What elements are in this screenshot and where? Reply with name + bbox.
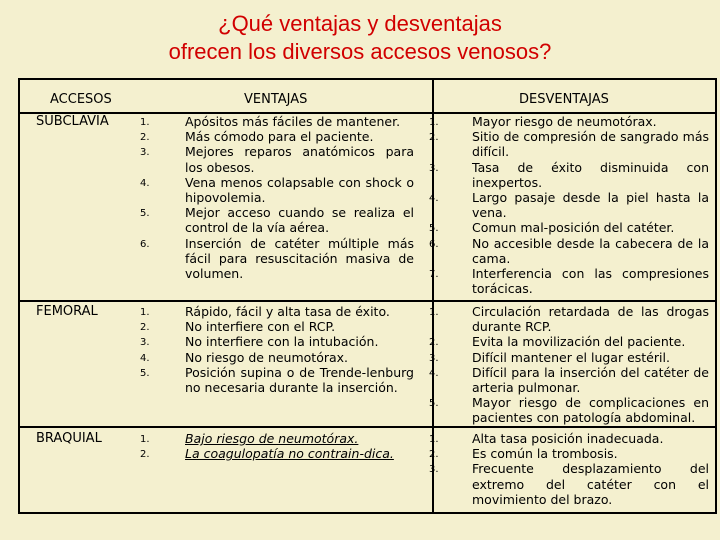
subclavia-ventajas-list: [185, 114, 414, 281]
list-item: Bajo riesgo de neumotórax.: [185, 431, 359, 446]
slide-title: [0, 0, 720, 76]
header-desventajas: DESVENTAJAS: [519, 92, 609, 107]
title-line-1: ¿Qué ventajas y desventajas: [218, 11, 502, 36]
list-item: Inserción de catéter múltiple más fácil para resuscitación masiva de volumen.: [185, 235, 414, 282]
list-item: Mayor riesgo de neumotórax.: [472, 114, 657, 129]
list-item: No riesgo de neumotórax.: [185, 349, 349, 365]
list-item: Mayor riesgo de complicaciones en pacientes con patología abdominal.: [472, 395, 709, 426]
title-line-2: ofrecen los diversos accesos venosos?: [168, 39, 552, 64]
list-item: Es común la trombosis.: [472, 446, 618, 462]
braquial-desventajas-numbers: 1. 2. 3.: [429, 434, 439, 476]
list-item: Alta tasa posición inadecuada.: [472, 431, 664, 446]
row-label-braquial: BRAQUIAL: [36, 431, 102, 446]
list-item: Largo pasaje desde la piel hasta la vena.: [472, 190, 709, 221]
list-item: Posición supina o de Trende-lenburg no necesaria durante la inserción.: [185, 364, 414, 396]
list-item: Evita la movilización del paciente.: [472, 334, 686, 350]
subclavia-desventajas-numbers: 1. 2. 3. 4. 5. 6. 7.: [429, 117, 439, 280]
header-accesos: ACCESOS: [50, 92, 112, 107]
list-item: No interfiere con la intubación.: [185, 334, 379, 350]
list-item: Rápido, fácil y alta tasa de éxito.: [185, 304, 390, 319]
header-ventajas: VENTAJAS: [244, 92, 308, 107]
list-item: Frecuente desplazamiento del extremo del catéter con el movimiento del brazo.: [472, 461, 709, 507]
list-item: La coagulopatía no contrain-dica.: [185, 446, 394, 462]
row-label-subclavia: SUBCLAVIA: [36, 114, 109, 129]
braquial-ventajas-numbers: 1. 2.: [140, 434, 150, 461]
table-cell: [20, 302, 136, 426]
table-cell: [20, 114, 136, 300]
list-item: No interfiere con el RCP.: [185, 319, 336, 335]
list-item: Sitio de compresión de sangrado más difícil.: [472, 129, 709, 160]
femoral-ventajas-numbers: 1. 2. 3. 4. 5.: [140, 307, 150, 379]
braquial-desventajas-list: [472, 431, 709, 507]
list-item: Circulación retardada de las drogas durante RCP.: [472, 304, 709, 335]
list-item: Mejores reparos anatómicos para los obesos.: [185, 144, 414, 175]
list-item: Tasa de éxito disminuida con inexpertos.: [472, 159, 709, 190]
list-item: Más cómodo para el paciente.: [185, 129, 374, 145]
list-item: Apósitos más fáciles de mantener.: [185, 114, 401, 129]
subclavia-ventajas-numbers: 1. 2. 3. 4. 5. 6.: [140, 117, 150, 250]
femoral-ventajas-list: [185, 304, 414, 395]
femoral-desventajas-list: [472, 304, 709, 426]
list-item: Comun mal-posición del catéter.: [472, 220, 675, 236]
list-item: Interferencia con las compresiones torácicas.: [472, 266, 709, 297]
list-item: Difícil mantener el lugar estéril.: [472, 349, 670, 365]
subclavia-desventajas-list: [472, 114, 709, 296]
list-item: Difícil para la inserción del catéter de arteria pulmonar.: [472, 364, 709, 396]
braquial-ventajas-list: [185, 431, 414, 461]
list-item: Vena menos colapsable con shock o hipovolemia.: [185, 174, 414, 206]
list-item: No accesible desde la cabecera de la cama.: [472, 235, 709, 266]
femoral-desventajas-numbers: 1. 2. 3. 4. 5.: [429, 307, 439, 410]
row-label-femoral: FEMORAL: [36, 304, 98, 319]
list-item: Mejor acceso cuando se realiza el control de la vía aérea.: [185, 205, 414, 236]
